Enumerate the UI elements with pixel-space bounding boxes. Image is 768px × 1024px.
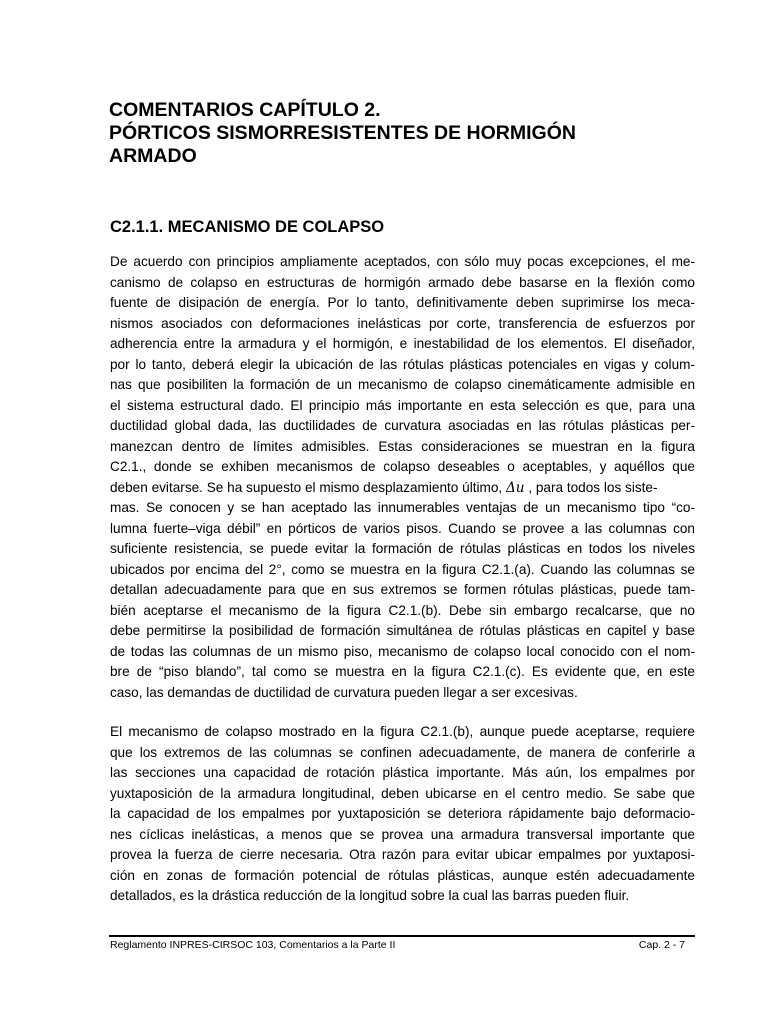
paragraph-line: adherencia entre la armadura y el hormigón, e inestabilidad de los elementos. El diseñador, xyxy=(110,336,695,351)
paragraph-line: El mecanismo de colapso mostrado en la figura C2.1.(b), aunque puede aceptarse, requiere xyxy=(110,724,695,739)
paragraph-line: ción en zonas de formación potencial de rótulas plásticas, aunque estén adecuadamente xyxy=(110,867,695,883)
paragraph-line: debe permitirse la posibilidad de formación simultánea de rótulas plásticas en capitel y base xyxy=(110,623,695,638)
paragraph-line: fuente de disipación de energía. Por lo tanto, definitivamente deben suprimirse los meca- xyxy=(110,295,695,310)
footer-reference: Reglamento INPRES-CIRSOC 103, Comentarios a la Parte II xyxy=(110,939,396,951)
paragraph-line: ductilidad global dada, las ductilidades de curvatura asociadas en las rótulas plásticas per- xyxy=(110,418,695,433)
paragraph-line: nismos asociados con deformaciones inelásticas por corte, transferencia de esfuerzos por xyxy=(110,315,695,331)
paragraph-line: el sistema estructural dado. El principio más importante en esta selección es que, para una xyxy=(110,397,695,413)
paragraph-text: deben evitarse. Se ha supuesto el mismo desplazamiento último, xyxy=(110,479,503,495)
paragraph-line: detallados, es la drástica reducción de la longitud sobre la cual las barras pueden fluir. xyxy=(110,888,630,903)
title-line-1: COMENTARIOS CAPÍTULO 2. xyxy=(109,99,381,121)
paragraph-line: por lo tanto, deberá elegir la ubicación de las rótulas plásticas potenciales en vigas y colum- xyxy=(110,356,695,372)
paragraph-line: caso, las demandas de ductilidad de curvatura pueden llegar a ser excesivas. xyxy=(110,684,578,700)
title-line-2: PÓRTICOS SISMORRESISTENTES DE HORMIGÓN xyxy=(109,122,576,144)
paragraph-line: de todas las columnas de un mismo piso, mecanismo de colapso local conocido con el nom- xyxy=(110,643,695,659)
section-heading: C2.1.1. MECANISMO DE COLAPSO xyxy=(110,218,385,236)
paragraph-text: , para todos los siste- xyxy=(528,479,658,495)
title-line-3: ARMADO xyxy=(109,145,197,167)
paragraph-line: yuxtaposición de la armadura longitudinal, deben ubicarse en el centro medio. Se sabe que xyxy=(110,785,695,801)
paragraph-1 xyxy=(110,252,695,703)
chapter-title xyxy=(109,99,709,168)
paragraph-line: nes cíclicas inelásticas, a menos que se provea una armadura transversal importante que xyxy=(110,826,695,842)
paragraph-line: las secciones una capacidad de rotación plástica importante. Más aún, los empalmes por xyxy=(110,765,695,780)
page-number: Cap. 2 - 7 xyxy=(638,939,685,951)
paragraph-line: la capacidad de los empalmes por yuxtaposición se deteriora rápidamente bajo deformacio- xyxy=(110,806,695,821)
paragraph-line: detallan adecuadamente para que en sus extremos se formen rótulas plásticas, puede tam- xyxy=(110,582,695,597)
paragraph-line: que los extremos de las columnas se confinen adecuadamente, de manera de conferirle a xyxy=(110,744,695,760)
paragraph-line: canismo de colapso en estructuras de hormigón armado debe basarse en la flexión como xyxy=(110,274,695,290)
paragraph-line: bién aceptarse el mecanismo de la figura C2.1.(b). Debe sin embargo recalcarse, que no xyxy=(110,602,695,618)
displacement-symbol: Δu xyxy=(505,479,525,496)
paragraph-2 xyxy=(110,722,695,907)
paragraph-line: manezcan dentro de límites admisibles. Estas consideraciones se muestran en la figura xyxy=(110,438,695,454)
footer-rule xyxy=(109,935,695,937)
paragraph-line: suficiente resistencia, se puede evitar la formación de rótulas plásticas en todos los niveles xyxy=(110,541,695,556)
paragraph-line-with-symbol xyxy=(110,478,695,499)
paragraph-line: bre de “piso blando”, tal como se muestra en la figura C2.1.(c). Es evidente que, en este xyxy=(110,664,695,679)
paragraph-line: ubicados por encima del 2°, como se muestra en la figura C2.1.(a). Cuando las columnas se xyxy=(110,561,695,577)
paragraph-line: mas. Se conocen y se han aceptado las innumerables ventajas de un mecanismo tipo “co- xyxy=(110,500,695,515)
paragraph-line: provea la fuerza de cierre necesaria. Otra razón para evitar ubicar empalmes por yuxtaposi- xyxy=(110,847,695,862)
paragraph-line: lumna fuerte–viga débil” en pórticos de varios pisos. Cuando se provee a las columnas con xyxy=(110,520,695,536)
paragraph-line: C2.1., donde se exhiben mecanismos de colapso deseables o aceptables, y aquéllos que xyxy=(110,459,695,474)
paragraph-line: nas que posibiliten la formación de un mecanismo de colapso cinemáticamente admisible en xyxy=(110,377,695,392)
paragraph-line: De acuerdo con principios ampliamente aceptados, con sólo muy pocas excepciones, el me- xyxy=(110,254,695,269)
